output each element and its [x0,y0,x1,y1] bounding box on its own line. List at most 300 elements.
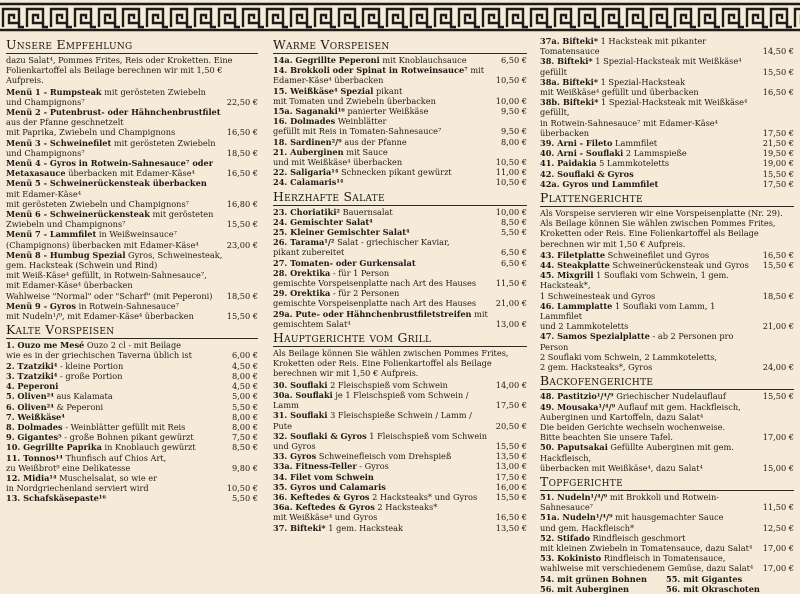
menu-item-name: 23. Choriatiki² [273,206,341,217]
menu-item-text [273,461,496,471]
menu-item-text [6,87,227,107]
menu-item [273,116,527,136]
footer-item: 56. mit Okraschoten [666,583,760,594]
menu-item-text [540,391,763,401]
section-note: Als Vorspeise servieren wir eine Vorspeisenplatte (Nr. 29). Als Beilage können Sie wählen zwischen Pommes Frites, Kroketten oder Reis. Eine Folienkartoffel als Beilage berechnen wir mit 1,50 € Aufpreis. [540,208,783,249]
section-divider [273,346,527,347]
menu-item-name: 45. Mixgrill [540,270,594,281]
menu-item [540,402,794,443]
menu-item-price: 16,50 € [762,87,794,98]
menu-item-price: 5,50 € [231,401,258,412]
menu-item [273,137,527,147]
menu-item-name: 13. Schafskäsepaste¹⁶ [6,493,106,504]
menu-item-desc: 1 Souflaki vom Schwein, 1 gem. Hacksteak*, [540,270,729,291]
menu-item-text [540,97,763,138]
menu-item-name: 12. Midia¹⁴ [6,472,57,483]
menu-item-desc: Schnecken pikant gewürzt [338,167,452,178]
menu-item-text [540,331,763,372]
menu-item-desc-line: und gem. Hackfleisch* [540,522,635,533]
menu-item [540,260,794,270]
menu-item-desc: je 1 Fleischspieß vom Schwein / Lamm [273,389,469,411]
menu-item-text [540,148,763,158]
menu-item-text [540,169,763,179]
menu-item-price: 15,00 € [762,462,794,473]
menu-item-price: 10,50 € [495,157,527,168]
meander-pattern-icon [0,0,800,34]
footer-row [540,584,794,594]
menu-item-desc-line: 2 Souflaki vom Schwein, 2 Lammkoteletts, [540,351,718,362]
menu-item-text [6,402,232,412]
section-note: dazu Salat⁴, Pommes Frites, Reis oder Kroketten. Eine Folienkartoffel als Beilage berechnen wir mit 1,50 € Aufpreis. [6,55,233,86]
menu-item-name: 24. Calamaris¹⁴ [273,177,344,188]
menu-item [273,380,527,390]
menu-item-text [6,250,227,301]
menu-item-text [273,177,496,187]
footer-row [540,574,794,584]
menu-item-name: 53. Kokinisto [540,553,602,564]
menu-item-desc: Lammfilet [612,138,658,149]
menu-item-name: 51. Nudeln¹/⁴/⁹ [540,491,608,502]
menu-item-desc: mit gemischtem Salat⁴ [273,308,488,329]
menu-item [273,390,527,410]
menu-item [540,97,794,138]
menu-item [540,442,794,473]
menu-item-name: 51a. Nudeln¹/⁴/⁹ [540,512,613,523]
menu-item-price: 12,50 € [762,522,794,533]
menu-item-desc: aus Kalamata [53,391,113,402]
menu-item [540,512,794,532]
menu-item-text [540,56,763,76]
menu-item-text [6,412,232,422]
menu-item-desc: 1 Hacksteak mit pikanter Tomatensauce [540,36,707,57]
menu-item-text [540,158,763,168]
menu-item-text [540,301,763,332]
menu-item-name: 4. Peperoni [6,381,59,392]
menu-item-text [540,77,763,97]
menu-item-price: 17,00 € [762,563,794,574]
menu-item [273,482,527,492]
menu-item-price: 16,00 € [495,481,527,492]
menu-item-price: 9,50 € [500,106,527,117]
menu-item-price: 21,00 € [762,321,794,332]
menu-item-desc: Muschelsalat, so wie er [56,472,158,483]
section-divider [540,206,794,207]
section-title: Kalte Vorspeisen [6,322,115,338]
menu-item-text [540,260,763,270]
menu-item-text [273,227,501,237]
menu-item [6,178,258,209]
menu-item-price: 18,50 € [762,290,794,301]
menu-item-desc-line: Auberginen und Kartoffeln, dazu Salat⁴ [540,411,704,422]
section-divider [273,53,527,54]
menu-item-text [273,237,501,257]
menu-item-desc: aus der Pfanne [341,136,407,147]
menu-item-text [273,137,501,147]
menu-item [540,169,794,179]
menu-item-name: 22. Saligaria¹⁴ [273,167,339,178]
section-divider [540,490,794,491]
menu-item-price: 8,50 € [231,442,258,453]
menu-item-desc: 1 Spezial-Hacksteak mit Weißkäse⁴ gefüllt, [540,97,748,118]
menu-item-text [540,179,763,189]
menu-item-price: 16,50 € [495,512,527,523]
menu-item-name: 42. Souflaki & Gyros [540,168,634,179]
menu-item-name: 38b. Bifteki* [540,97,599,108]
menu-item-desc: Rindfleisch in Tomatensauce, [601,553,726,564]
menu-item-price: 4,50 € [231,381,258,392]
menu-item-price: 11,50 € [495,278,527,289]
menu-item-price: 8,00 € [231,421,258,432]
menu-item-price: 24,00 € [762,362,794,373]
menu-item [6,422,258,432]
menu-item-desc: mit Brokkoli und Rotwein-Sahnesauce⁷ [540,491,719,513]
menu-item-desc: 1 Fleischspieß vom Schwein [366,430,488,441]
menu-item [540,77,794,97]
footer-item: 55. mit Gigantes [666,573,743,584]
menu-item-name: 21. Auberginen [273,146,344,157]
menu-item-name: 39. Arni - Fileto [540,138,613,149]
menu-item-name: 14a. Gegrillte Peperoni [273,55,380,65]
menu-item-desc: Weinblätter [335,116,387,127]
menu-item-name: 30. Souflaki [273,379,328,390]
menu-item-desc: aus der Pfanne geschnetzelt [6,117,124,128]
menu-item-text [6,371,232,381]
menu-item-desc-line: zu Weißbrot⁹ eine Delikatesse [6,462,131,473]
menu-item-price: 16,50 € [762,249,794,260]
menu-item-price: 11,00 € [495,167,527,178]
menu-item-name: 24. Gemischter Salat⁴ [273,216,373,227]
menu-item-price: 10,50 € [495,75,527,86]
menu-item-text [273,390,496,410]
menu-item [6,371,258,381]
menu-item-desc-line: und 2 Lammkoteletts [540,321,629,332]
menu-item [6,138,258,158]
menu-item-desc: - für 2 Personen [330,288,400,299]
menu-item-price: 18,50 € [226,290,258,301]
menu-item [540,250,794,260]
menu-item-price: 10,50 € [226,483,258,494]
menu-item-name: Menü 2 - Putenbrust- oder Hähnchenbrustfilet [6,107,221,118]
menu-item-price: 9,50 € [500,126,527,137]
menu-item-name: Menü 5 - Schweinerückensteak überbacken [6,178,207,189]
menu-item-desc: 5 Lammkoteletts [596,158,670,169]
menu-item-price: 21,50 € [762,138,794,149]
menu-item-text [540,492,763,512]
menu-item [6,442,258,452]
menu-item-price: 19,00 € [762,158,794,169]
menu-item-name: 15a. Saganaki¹⁶ [273,106,345,117]
menu-item [273,167,527,177]
menu-item [273,309,527,329]
menu-item-desc-line: 2 gem. Hacksteaks*, Gyros [540,362,653,373]
menu-item-text [273,502,496,522]
section-divider [6,338,258,339]
menu-item-price: 15,50 € [226,311,258,322]
section-title: Plattengerichte [540,190,643,206]
menu-item-price: 17,50 € [495,400,527,411]
menu-item-desc: 2 Lammspieße [623,148,687,159]
menu-item-price: 6,50 € [500,257,527,268]
menu-item [540,553,794,573]
menu-item-text [6,301,227,321]
menu-item-price: 14,00 € [495,379,527,390]
menu-item-desc: Gyros, Schweinesteak, gem. Hacksteak (Schwein und Rind) [6,249,223,271]
menu-item-text [540,138,763,148]
menu-item-name: 38a. Bifteki* [540,76,599,87]
menu-item-desc: in Rotwein-Sahnesauce⁷ [75,300,179,311]
menu-item-price: 15,50 € [762,260,794,271]
menu-item-desc: Schweinefilet und Gyros [605,249,710,260]
menu-item-desc-line: gemischte Vorspeisenplatte nach Art des Hauses [273,278,477,289]
menu-item-text [273,268,496,288]
menu-item-name: 33. Gyros [273,451,317,462]
menu-item-desc-line: Bitte beachten Sie unsere Tafel. [540,432,673,443]
menu-item-text [540,270,763,301]
menu-item-desc-line: mit Weißkäse⁴ gefüllt und überbacken [540,87,699,98]
menu-item-desc: mit gerösteten Zwiebeln und Champignons⁷ [6,137,216,158]
menu-item-text [6,381,232,391]
menu-item-desc: 1 gem. Hacksteak [325,522,403,533]
menu-item-name: 33a. Fitness-Teller [273,461,357,472]
menu-item-name: Menü 3 - Schweinefilet [6,137,112,148]
menu-item [273,147,527,167]
menu-item-desc-line: gemischte Vorspeisenplatte nach Art des Hauses [273,298,477,309]
menu-item [273,106,527,116]
menu-item-text [273,523,496,533]
menu-item-price: 8,00 € [231,411,258,422]
menu-item-price: 6,00 € [231,350,258,361]
menu-item-name: 50. Paputsakai [540,442,608,453]
menu-item-text [273,472,496,482]
menu-item-text [540,402,763,443]
section-title: Warme Vorspeisen [273,37,390,52]
menu-item [273,237,527,257]
menu-item [540,179,794,189]
menu-item-name: Menü 9 - Gyros [6,300,76,311]
menu-item [6,402,258,412]
menu-item-text [273,217,501,227]
menu-item [273,207,527,217]
menu-item-desc: - für 1 Person [330,267,390,278]
menu-item-name: 37. Bifteki* [273,522,326,533]
menu-item-price: 20,50 € [495,420,527,431]
menu-item [273,492,527,502]
menu-item [540,301,794,332]
menu-item-price: 21,00 € [495,298,527,309]
menu-item-text [6,493,232,503]
menu-item-text [273,207,496,217]
menu-item-text [6,422,232,432]
menu-item [273,461,527,471]
menu-item [6,381,258,391]
menu-item-name: 18. Sardinen²/⁹ [273,136,342,147]
menu-item [540,158,794,168]
menu-item-price: 15,50 € [762,66,794,77]
menu-item-text [540,442,763,473]
menu-item-desc-line: mit gerösteten Zwiebeln und Champignons⁷ [6,198,189,209]
menu-item [273,227,527,237]
menu-item [6,412,258,422]
menu-item-name: 40. Arni - Souflaki [540,148,624,159]
menu-item-text [6,473,227,493]
menu-item [273,472,527,482]
menu-item-desc: Thunfisch auf Chios Art, [62,452,167,463]
menu-item-text [6,209,227,229]
menu-item-name: 6. Oliven²⁴ [6,401,54,412]
menu-item [6,229,258,249]
menu-item-price: 10,00 € [495,95,527,106]
menu-item-desc: Schweinefleisch vom Drehspieß [316,451,452,462]
menu-item-name: 30a. Souflaki [273,389,333,400]
menu-item-text [273,55,501,65]
menu-item-text [540,36,763,56]
menu-item-desc: Auflauf mit gem. Hackfleisch, [615,401,741,412]
menu-item-price: 14,50 € [762,46,794,57]
menu-item-price: 15,50 € [226,219,258,230]
menu-item [273,258,527,268]
menu-item [540,138,794,148]
menu-item-text [540,553,763,573]
menu-item-desc: überbacken mit Edamer-Käse⁴ [65,168,195,179]
menu-item-name: 38. Bifteki* [540,56,593,67]
menu-item-text [273,410,496,430]
menu-item-price: 13,50 € [495,522,527,533]
menu-item-name: 8. Dolmades [6,421,63,432]
menu-item [6,158,258,178]
menu-item-name: 10. Gegrillte Paprika [6,442,102,453]
menu-item-text [6,229,227,249]
menu-item-name: 31. Souflaki [273,410,328,421]
section-title: Unsere Empfehlung [6,37,133,52]
menu-item-name: 1. Ouzo me Mesé [6,340,85,351]
menu-item-text [6,391,232,401]
menu-item-text [540,533,763,553]
menu-item-name: 15. Weißkäse⁴ Spezial [273,85,374,96]
menu-item [273,65,527,85]
menu-item-name: 43. Filetplatte [540,249,606,260]
menu-item-text [273,106,501,116]
menu-item-desc-line: mit Tomaten und Zwiebeln überbacken [273,95,436,106]
menu-item-desc: - Gyros [356,461,389,472]
menu-item-price: 13,50 € [495,451,527,462]
menu-item [6,361,258,371]
menu-item-text [273,492,496,502]
menu-column-3 [540,36,794,594]
menu-item-name: 9. Gigantes⁵ [6,432,62,443]
menu-item-desc-line: wahlweise mit verschiedenem Gemüse, dazu Salat⁴ [540,563,754,574]
menu-item-desc: pikant [373,85,403,96]
menu-item-name: 32. Souflaki & Gyros [273,430,367,441]
menu-item-price: 16,80 € [226,198,258,209]
menu-item-price: 5,00 € [231,391,258,402]
menu-item-desc: panierter Weißkäse [344,106,429,117]
section-divider [6,53,258,54]
menu-item [540,533,794,553]
menu-item-price: 18,50 € [226,147,258,158]
menu-item [6,340,258,360]
menu-item-price: 9,80 € [231,462,258,473]
menu-item-price: 8,00 € [231,370,258,381]
menu-item-name: 46. Lammplatte [540,300,613,311]
section-divider [273,205,527,206]
menu-item [540,56,794,76]
menu-item-name: 41. Paidakia [540,158,597,169]
menu-item-name: 42a. Gyros und Lammfilet [540,178,659,189]
menu-item-desc: in Knoblauch gewürzt [101,442,196,453]
menu-item [540,148,794,158]
menu-item-desc-line: Die beiden Gerichte wechseln wochenweise. [540,421,726,432]
menu-item-desc-line: mit Nudeln¹/⁹, mit Edamer-Käse⁴ überbacken [6,311,194,322]
menu-item-name: 29a. Pute- oder Hähnchenbrustfiletstreifen [273,308,472,319]
menu-item [6,301,258,321]
footer-item: 56. mit Auberginen [540,583,630,594]
menu-item [273,288,527,308]
menu-item-desc: Griechischer Nudelauflauf [613,391,726,402]
menu-item-desc: 1 Spezial-Hacksteak [598,76,686,87]
menu-item-text [6,107,227,138]
menu-item-text [273,86,496,106]
menu-item [273,268,527,288]
menu-item [273,86,527,106]
menu-item-text [273,147,496,167]
menu-item [273,217,527,227]
greek-key-border [0,0,800,34]
menu-item-text [273,309,496,329]
menu-item [6,209,258,229]
menu-item-desc: 2 Fleischspieß vom Schwein [327,379,448,390]
menu-item-desc: 1 Spezial-Hacksteak mit Weißkäse⁴ gefüllt [540,56,742,77]
menu-item [273,451,527,461]
menu-item-price: 16,50 € [226,127,258,138]
section-note: Als Beilage können Sie wählen zwischen Pommes Frites, Kroketten oder Reis. Eine Folienkartoffel als Beilage berechnen wir mit 1,50 € Aufpreis. [273,348,509,379]
menu-item-name: 29. Orektika [273,288,331,299]
menu-item-price: 6,50 € [500,247,527,258]
menu-item [6,453,258,473]
menu-column-2 [273,36,527,533]
menu-item [273,502,527,522]
menu-item [540,270,794,301]
menu-item-text [6,158,227,178]
menu-item-price: 19,50 € [762,148,794,159]
menu-item-desc: - große Portion [57,370,123,381]
menu-item [540,331,794,372]
menu-item-text [6,361,232,371]
menu-item-text [6,442,232,452]
menu-item-name: 48. Pastitzio¹/⁴/⁹ [540,391,614,402]
menu-item-name: 35. Gyros und Calamaris [273,481,386,492]
menu-item [6,250,258,301]
menu-item-desc-line: wie es in der griechischen Taverna üblich ist [6,350,192,361]
menu-item-desc: - kleine Portion [57,360,124,371]
menu-item-text [6,432,232,442]
menu-item-text [540,512,763,532]
menu-item-name: 25. Kleiner Gemischter Salat⁴ [273,227,410,238]
menu-item-desc: mit Knoblauchsauce [379,55,467,65]
menu-item-price: 8,50 € [500,216,527,227]
menu-item-name: 44. Steakplatte [540,260,610,271]
menu-item-name: 11. Tonnos¹⁴ [6,452,63,463]
menu-item-desc-line: in Rotwein-Sahnesauce⁷ mit Edamer-Käse⁴ überbacken [540,117,718,138]
menu-item [6,473,258,493]
menu-item-desc-line: und mit Weißkäse⁴ überbacken [273,157,403,168]
menu-item-desc: mit gerösteten Zwiebeln und Champignons⁷ [6,209,214,230]
menu-item-text [6,453,232,473]
menu-item-price: 5,50 € [231,493,258,504]
menu-item-text [273,258,501,268]
menu-item [540,36,794,56]
menu-item-desc-line: 1 Schweinesteak und Gyros [540,290,656,301]
menu-item-desc-line: pikant zubereitet [273,247,345,258]
